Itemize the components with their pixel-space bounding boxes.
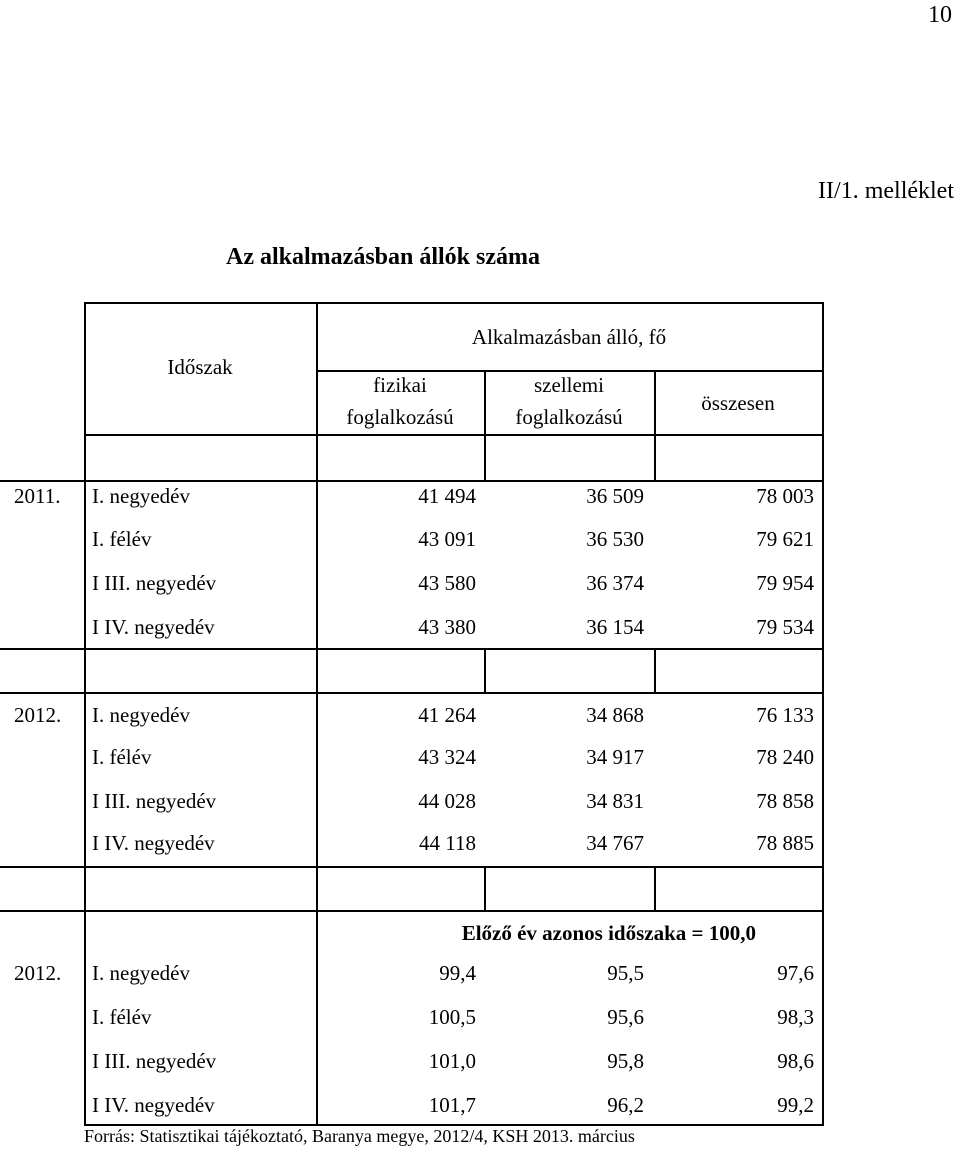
table-cell-intellectual: 36 154 <box>586 615 644 639</box>
column-divider <box>484 434 486 480</box>
table-cell-physical: 99,4 <box>439 961 476 985</box>
header-total: összesen <box>701 391 775 415</box>
table-cell-total: 99,2 <box>777 1093 814 1117</box>
table-cell-intellectual: 96,2 <box>607 1093 644 1117</box>
table-border-left <box>84 302 86 1126</box>
table-cell-physical: 43 091 <box>418 527 476 551</box>
table-row-period: I. félév <box>92 1005 152 1029</box>
table-row-period: I III. negyedév <box>92 789 217 813</box>
page-number: 10 <box>928 2 952 28</box>
blank-row-line <box>0 648 824 650</box>
table-cell-total: 76 133 <box>756 703 814 727</box>
year-label: 2011. <box>14 484 61 508</box>
column-divider <box>654 434 656 480</box>
year-label: 2012. <box>14 703 62 727</box>
column-divider <box>654 648 656 692</box>
table-cell-total: 79 621 <box>756 527 814 551</box>
table-cell-physical: 100,5 <box>428 1005 476 1029</box>
table-cell-intellectual: 36 530 <box>586 527 644 551</box>
table-cell-total: 98,3 <box>777 1005 814 1029</box>
table-row-period: I. félév <box>92 745 152 769</box>
table-row-period: I IV. negyedév <box>92 831 215 855</box>
table-cell-intellectual: 34 868 <box>586 703 644 727</box>
header-physical-line1: fizikai <box>373 373 427 397</box>
header-intellectual-line2: foglalkozású <box>515 405 623 429</box>
table-cell-physical: 43 324 <box>418 745 476 769</box>
table-cell-intellectual: 34 831 <box>586 789 644 813</box>
column-divider <box>484 648 486 692</box>
year-label: 2012. <box>14 961 62 985</box>
table-cell-total: 78 858 <box>756 789 814 813</box>
table-row-period: I. negyedév <box>92 961 190 985</box>
header-intellectual-line1: szellemi <box>534 373 604 397</box>
table-header-separator <box>316 370 824 372</box>
table-row-period: I III. negyedév <box>92 571 217 595</box>
table-cell-total: 78 240 <box>756 745 814 769</box>
table-row-period: I IV. negyedév <box>92 1093 215 1117</box>
blank-row-line <box>0 910 824 912</box>
table-cell-total: 79 534 <box>756 615 814 639</box>
page-title: Az alkalmazásban állók száma <box>226 244 541 270</box>
table-cell-physical: 41 494 <box>418 484 476 508</box>
index-heading: Előző év azonos időszaka = 100,0 <box>461 921 756 945</box>
table-row-period: I. félév <box>92 527 152 551</box>
source-note: Forrás: Statisztikai tájékoztató, Baranya megye, 2012/4, KSH 2013. március <box>84 1126 635 1146</box>
table-border-top <box>84 302 824 304</box>
table-cell-total: 98,6 <box>777 1049 814 1073</box>
employment-table <box>0 302 960 1126</box>
table-cell-total: 79 954 <box>756 571 814 595</box>
table-header-bottom <box>84 434 824 436</box>
header-physical-line2: foglalkozású <box>346 405 454 429</box>
table-cell-physical: 44 028 <box>418 789 476 813</box>
table-row-period: I. negyedév <box>92 484 190 508</box>
annex-label: II/1. melléklet <box>818 178 954 204</box>
column-divider <box>484 866 486 910</box>
table-row-period: I III. negyedév <box>92 1049 217 1073</box>
blank-row-line <box>0 480 824 482</box>
header-group: Alkalmazásban álló, fő <box>471 325 667 349</box>
table-cell-total: 78 003 <box>756 484 814 508</box>
table-cell-physical: 101,7 <box>428 1093 476 1117</box>
table-cell-intellectual: 36 374 <box>586 571 644 595</box>
table-cell-intellectual: 95,5 <box>607 961 644 985</box>
table-cell-physical: 43 380 <box>418 615 476 639</box>
table-cell-intellectual: 95,8 <box>607 1049 644 1073</box>
column-divider <box>654 866 656 910</box>
header-period: Időszak <box>167 355 233 379</box>
table-cell-physical: 41 264 <box>418 703 476 727</box>
table-cell-physical: 43 580 <box>418 571 476 595</box>
table-cell-physical: 101,0 <box>428 1049 476 1073</box>
table-cell-intellectual: 95,6 <box>607 1005 644 1029</box>
table-cell-total: 97,6 <box>777 961 814 985</box>
table-row-period: I. negyedév <box>92 703 190 727</box>
table-border-right <box>822 302 824 1126</box>
table-cell-intellectual: 34 767 <box>586 831 644 855</box>
table-cell-physical: 44 118 <box>419 831 476 855</box>
table-cell-intellectual: 34 917 <box>586 745 644 769</box>
blank-row-line <box>0 692 824 694</box>
blank-row-line <box>0 866 824 868</box>
table-cell-total: 78 885 <box>756 831 814 855</box>
table-row-period: I IV. negyedév <box>92 615 215 639</box>
table-cell-intellectual: 36 509 <box>586 484 644 508</box>
